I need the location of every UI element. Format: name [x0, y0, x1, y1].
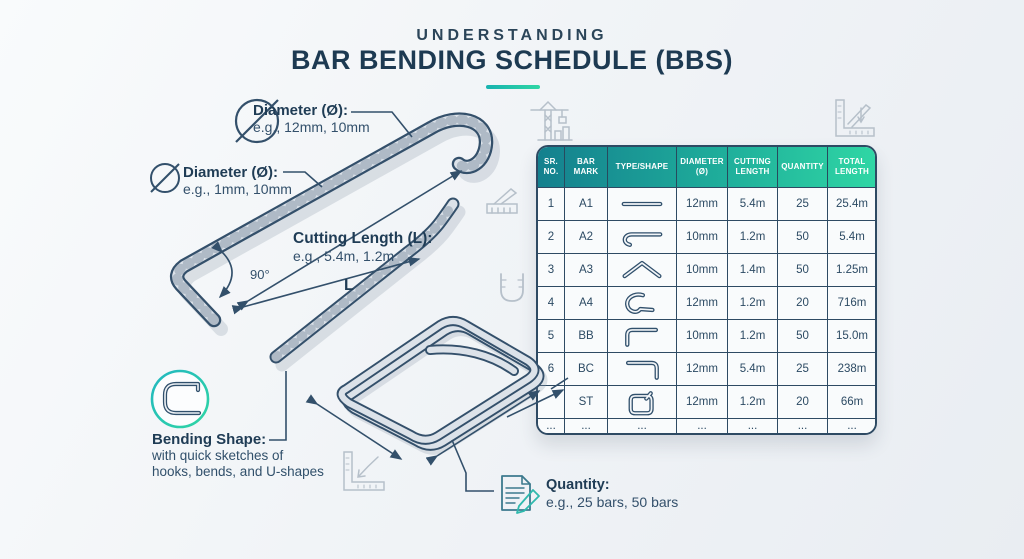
cell-cutting-length: 1.4m — [728, 253, 778, 286]
cell-sr: 2 — [538, 220, 565, 253]
cell-mark: BB — [565, 319, 608, 352]
column-header-cutting-length: CUTTING LENGTH — [728, 147, 778, 187]
cell-diameter: 12mm — [677, 385, 728, 418]
cell-shape — [608, 220, 677, 253]
bar-shape-glyph — [616, 321, 668, 351]
page-title: BAR BENDING SCHEDULE (BBS) — [290, 45, 733, 75]
cell-shape — [608, 253, 677, 286]
cell-total-length: 1.25m — [828, 253, 876, 286]
cell-cutting-length: 1.2m — [728, 385, 778, 418]
cell-quantity: 50 — [778, 220, 828, 253]
cell-quantity: 50 — [778, 253, 828, 286]
cell-shape — [608, 319, 677, 352]
cell-diameter: ... — [677, 418, 728, 433]
cell-sr: 1 — [538, 187, 565, 220]
cell-mark: BC — [565, 352, 608, 385]
cell-shape — [608, 352, 677, 385]
pencil-ruler-icon — [487, 189, 517, 213]
u-bar-icon — [501, 274, 523, 301]
leader-line-bending-shape — [269, 371, 286, 440]
column-header-total-length: TOTAL LENGTH — [834, 157, 870, 176]
cell-cutting-length: 5.4m — [728, 352, 778, 385]
cell-diameter: 10mm — [677, 220, 728, 253]
bbs-table-header — [538, 147, 875, 187]
bar-shape-glyph — [616, 354, 668, 384]
cell-sr: 6 — [538, 352, 565, 385]
cell-cutting-length: 5.4m — [728, 187, 778, 220]
cell-quantity: 25 — [778, 187, 828, 220]
cell-diameter: 10mm — [677, 319, 728, 352]
cell-total-length: 15.0m — [828, 319, 876, 352]
square-ruler-arrow-icon — [344, 452, 384, 490]
bending-shape-title: Bending Shape: — [152, 431, 267, 448]
cell-shape — [608, 286, 677, 319]
cell-quantity: 20 — [778, 385, 828, 418]
cell-total-length: 716m — [828, 286, 876, 319]
diameter-left-example: e.g., 1mm, 10mm — [183, 181, 292, 197]
bar-shape-glyph — [616, 255, 668, 285]
table-row — [538, 385, 875, 418]
table-row — [538, 352, 875, 385]
cell-cutting-length: 1.2m — [728, 319, 778, 352]
square-ruler-pencil-icon — [836, 100, 874, 136]
cell-sr: 5 — [538, 319, 565, 352]
bbs-table-body — [538, 187, 875, 433]
quantity-example: e.g., 25 bars, 50 bars — [546, 494, 679, 510]
cell-mark: A1 — [565, 187, 608, 220]
cell-sr: ... — [538, 418, 565, 433]
bar-shape-glyph — [616, 387, 668, 417]
cell-mark: A3 — [565, 253, 608, 286]
cell-quantity: 25 — [778, 352, 828, 385]
table-row — [538, 187, 875, 220]
document-pencil-icon — [502, 476, 539, 513]
cell-total-length: ... — [828, 418, 876, 433]
stirrup-width-arrow — [317, 404, 401, 459]
cell-diameter: 10mm — [677, 253, 728, 286]
cell-total-length: 66m — [828, 385, 876, 418]
leader-line-quantity — [452, 440, 494, 491]
table-row — [538, 286, 875, 319]
diameter-top-example: e.g., 12mm, 10mm — [253, 119, 370, 135]
diameter-symbol-left — [151, 164, 179, 192]
diameter-left-title: Diameter (Ø): — [183, 164, 279, 181]
bar-shape-glyph — [616, 222, 668, 252]
rebar-hooked-bar — [177, 120, 486, 320]
cell-shape — [608, 187, 677, 220]
cell-quantity: ... — [778, 418, 828, 433]
table-row — [538, 220, 875, 253]
rebar-bent-bar — [276, 204, 453, 357]
bending-shape-line2: hooks, bends, and U-shapes — [152, 464, 324, 479]
cell-shape — [608, 385, 677, 418]
cell-diameter: 12mm — [677, 286, 728, 319]
bbs-table — [536, 145, 877, 435]
column-header-quantity: QUANTITY — [778, 147, 828, 187]
bar-shape-glyph — [616, 288, 668, 318]
angle-label: 90° — [250, 267, 270, 282]
crane-icon — [531, 102, 572, 140]
bar-shape-glyph — [616, 189, 668, 219]
stirrup-depth-arrow — [437, 391, 539, 456]
bending-shape-badge — [152, 371, 208, 427]
cell-mark: ST — [565, 385, 608, 418]
cell-mark: A2 — [565, 220, 608, 253]
cell-mark: ... — [565, 418, 608, 433]
cell-diameter: 12mm — [677, 352, 728, 385]
cell-quantity: 50 — [778, 319, 828, 352]
table-row — [538, 319, 875, 352]
angle-arc — [220, 252, 232, 297]
diameter-top-title: Diameter (Ø): — [253, 102, 349, 119]
cell-cutting-length: ... — [728, 418, 778, 433]
cell-total-length: 25.4m — [828, 187, 876, 220]
title-accent-underline — [486, 85, 540, 89]
cutting-length-title: Cutting Length (L): — [293, 230, 433, 247]
cell-total-length: 238m — [828, 352, 876, 385]
cell-shape: ... — [608, 418, 677, 433]
cell-sr: 4 — [538, 286, 565, 319]
kicker-text: UNDERSTANDING — [416, 27, 608, 44]
cell-sr — [538, 385, 565, 418]
column-header-diameter: DIAMETER (Ø) — [677, 147, 728, 187]
cell-diameter: 12mm — [677, 187, 728, 220]
cell-total-length: 5.4m — [828, 220, 876, 253]
length-label: L — [344, 277, 354, 294]
bending-shape-line1: with quick sketches of — [152, 448, 284, 463]
cell-cutting-length: 1.2m — [728, 286, 778, 319]
table-row — [538, 418, 875, 433]
quantity-title: Quantity: — [546, 477, 610, 493]
cell-mark: A4 — [565, 286, 608, 319]
stirrup-loop — [342, 321, 540, 446]
cutting-length-example: e.g., 5.4m, 1.2m — [293, 248, 395, 264]
column-header-type-shape: TYPE/SHAPE — [608, 147, 677, 187]
column-header-bar-mark: BAR MARK — [565, 147, 608, 187]
cell-sr: 3 — [538, 253, 565, 286]
table-row — [538, 253, 875, 286]
column-header-sr-no: SR. NO. — [538, 147, 565, 187]
cell-cutting-length: 1.2m — [728, 220, 778, 253]
cell-quantity: 20 — [778, 286, 828, 319]
